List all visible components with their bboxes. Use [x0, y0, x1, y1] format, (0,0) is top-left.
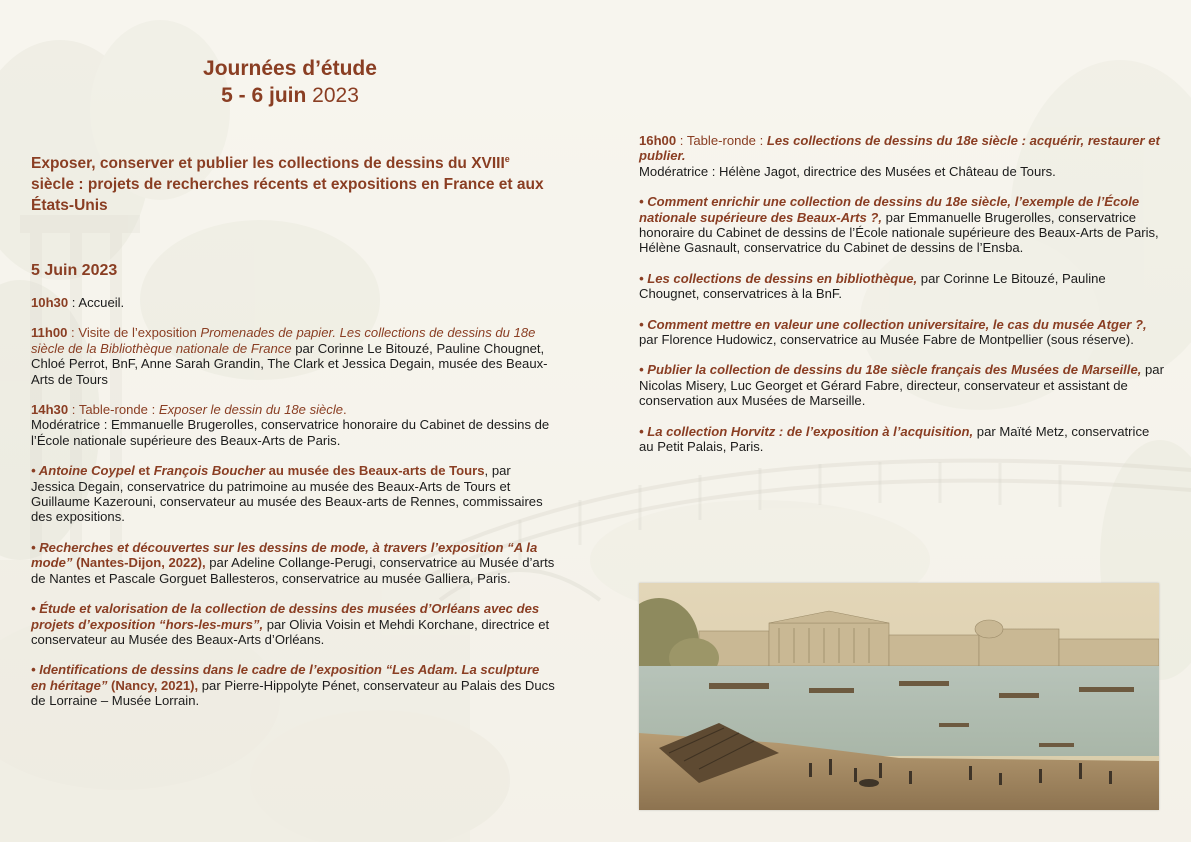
subtitle-part-2: siècle : projets de recherches récents et expositions en France et aux États-Unis	[31, 176, 544, 214]
program-item-ensba	[639, 194, 1164, 256]
river-scene-painting	[639, 583, 1159, 810]
program-item-coypel-boucher	[31, 463, 556, 525]
item-text: , par Jessica Degain, conservatrice du patrimoine au musée des Beaux-Arts de Tours et Guillaume Kazerouni, conservateur au musée des Beaux-arts de Rennes, commissaires des expositions.	[31, 463, 543, 525]
time-label: 16h00	[639, 133, 677, 148]
time-label: 10h30	[31, 295, 69, 310]
talk-title: • Identifications de dessins dans le cadre de l’exposition “Les Adam. La sculpture en héritage”	[31, 662, 540, 693]
exhibition-title: Promenades de papier. Les collections de dessins du 18e siècle de la Bibliothèque nationale de France	[31, 325, 536, 356]
item-text: par Maïté Metz, conservatrice au Petit Palais, Paris.	[639, 423, 1150, 455]
talk-title: • Recherches et découvertes sur les dessins de mode, à travers l’exposition “A la mode”	[31, 539, 538, 571]
title-year: 2023	[312, 84, 359, 107]
item-text: par Olivia Voisin et Mehdi Korchane, directrice et conservateur au Musée des Beaux-Arts d’Orléans.	[31, 616, 550, 647]
talk-title: • Publier la collection de dessins du 18e siècle français des Musées de Marseille,	[639, 362, 1142, 378]
title-dates: 5 - 6 juin	[221, 84, 307, 107]
program-item-visite	[31, 325, 556, 387]
talk-title-2: François Boucher	[153, 463, 266, 479]
program-item-mode	[31, 540, 556, 586]
program-item-adam	[31, 662, 556, 708]
page-title	[120, 55, 460, 109]
program-item-horvitz	[639, 424, 1164, 455]
event-subtitle	[31, 153, 556, 216]
time-label: 14h30	[31, 402, 69, 418]
program-item-bibliotheque	[639, 271, 1164, 302]
roundtable-title: Les collections de dessins du 18e siècle : acquérir, restaurer et publier.	[639, 133, 1160, 164]
item-text: par Corinne Le Bitouzé, Pauline Chougnet, conservatrices à la BnF.	[639, 270, 1106, 302]
program-item-table-ronde-1: 14h30 : Table-ronde : Exposer le dessin du 18e siècle. Modératrice : Emmanuelle Brugerolles, conservatrice honoraire du Cabinet de dessins de l’École nationale supérieure des Beaux-Arts de Paris.	[31, 402, 556, 448]
program-item-atger	[639, 317, 1164, 348]
item-lead: : Table-ronde :	[676, 133, 767, 148]
talk-title: • Étude et valorisation de la collection de dessins des musées d’Orléans avec des projets d’exposition “hors-les-murs”,	[31, 601, 540, 632]
roundtable-title: Exposer le dessin du 18e siècle	[158, 402, 344, 418]
program-item-orleans	[31, 601, 556, 647]
time-label: 11h00	[31, 325, 68, 341]
program-item-accueil	[31, 295, 556, 310]
item-text: par Florence Hudowicz, conservatrice au Musée Fabre de Montpellier (sous réserve).	[639, 332, 1134, 348]
item-text: par Pierre-Hippolyte Pénet, conservateur au Palais des Ducs de Lorraine – Musée Lorrain.	[31, 677, 555, 709]
talk-location: (Nantes-Dijon, 2022),	[72, 555, 206, 571]
program-item-table-ronde-2	[639, 133, 1164, 179]
moderator-text: Modératrice : Emmanuelle Brugerolles, conservatrice honoraire du Cabinet de dessins de l’École nationale supérieure des Beaux-Arts de Paris.	[31, 417, 550, 448]
subtitle-sup: e	[504, 153, 510, 164]
talk-title: • Les collections de dessins en bibliothèque,	[639, 270, 918, 286]
day-heading: 5 Juin 2023	[31, 262, 118, 279]
talk-title-1: • Antoine Coypel	[31, 463, 135, 479]
item-text: par Corinne Le Bitouzé, Pauline Chougnet, Chloé Perrot, BnF, Anne Sarah Grandin, The Clark et Jessica Degain, musée des Beaux-Arts de Tours	[31, 340, 548, 387]
talk-title: • La collection Horvitz : de l’exposition à l’acquisition,	[639, 423, 974, 439]
talk-title-3: au musée des Beaux-arts de Tours	[265, 463, 485, 479]
title-line-1: Journées d’étude	[203, 57, 377, 80]
talk-title: • Comment mettre en valeur une collection universitaire, le cas du musée Atger ?,	[639, 316, 1147, 332]
item-text: par Emmanuelle Brugerolles, conservatrice honoraire du Cabinet de dessins de l’École nationale supérieure des Beaux-Arts de Paris, Hélène Gasnault, conservatrice du Cabinet de dessins de l’Ensba.	[639, 209, 1159, 256]
item-text: par Nicolas Misery, Luc Georget et Gérard Fabre, directeur, conservateur et assistant de conservation aux Musées de Marseille.	[639, 362, 1164, 409]
item-text: par Adeline Collange-Perugi, conservatrice au Musée d’arts de Nantes et Pascale Gorguet Ballesteros, conservatrice au musée Galliera, Paris.	[31, 555, 555, 586]
title-line-2	[120, 82, 460, 109]
moderator-text: Modératrice : Hélène Jagot, directrice des Musées et Château de Tours.	[639, 163, 1056, 179]
program-left-column	[31, 295, 556, 724]
talk-title: • Comment enrichir une collection de dessins du 18e siècle, l’exemple de l’École nationale supérieure des Beaux-Arts ?,	[639, 194, 1140, 225]
talk-title-mid: et	[134, 463, 154, 479]
program-right-column	[639, 133, 1164, 470]
item-lead: : Visite de l’exposition	[67, 325, 201, 341]
subtitle-part-1: Exposer, conserver et publier les collections de dessins du XVIII	[31, 155, 505, 172]
talk-location: (Nancy, 2021),	[107, 677, 199, 693]
item-lead: : Table-ronde :	[68, 402, 159, 418]
item-text: : Accueil.	[68, 295, 125, 310]
program-item-marseille	[639, 362, 1164, 408]
